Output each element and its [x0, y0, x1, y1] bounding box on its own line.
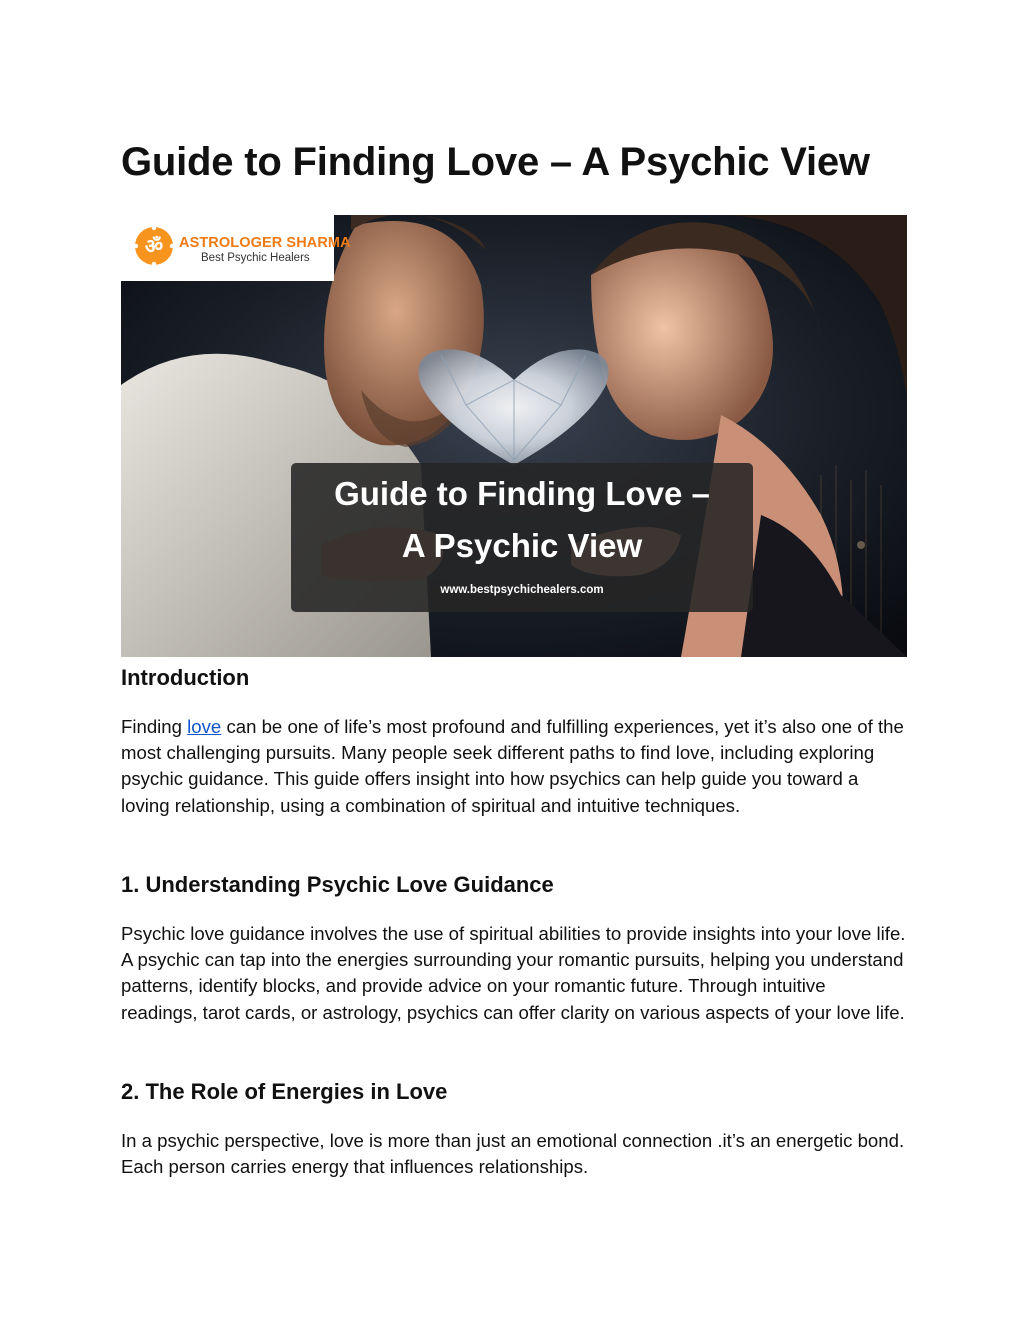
intro-text-before-link: Finding — [121, 716, 188, 737]
brand-logo — [121, 215, 351, 281]
banner-title-line1: Guide to Finding Love – — [334, 475, 710, 512]
page-title: Guide to Finding Love – A Psychic View — [121, 140, 870, 184]
banner-title-line2: A Psychic View — [401, 527, 643, 564]
svg-text:ॐ: ॐ — [144, 234, 164, 258]
logo-name: ASTROLOGER SHARMA — [179, 235, 351, 251]
section1-heading: 1. Understanding Psychic Love Guidance — [121, 872, 554, 897]
intro-text-after-link: can be one of life’s most profound and fulfilling experiences, yet it’s also one of the most challenging pursuits. Many people seek different paths to find love, including exploring psychic guidance. This guide offers insight into how psychics can help guide you toward a loving relationship, using a combination of spiritual and intuitive techniques. — [121, 716, 904, 816]
section2-heading: 2. The Role of Energies in Love — [121, 1079, 448, 1104]
section2-paragraph: In a psychic perspective, love is more than just an emotional connection .it’s an energetic bond. Each person carries energy that influences relationships. — [121, 1130, 905, 1178]
love-link[interactable]: love — [187, 716, 222, 737]
intro-paragraph — [121, 714, 907, 819]
logo-tagline: Best Psychic Healers — [201, 252, 310, 264]
hero-banner — [291, 463, 753, 612]
om-symbol-icon — [133, 225, 175, 267]
intro-heading: Introduction — [121, 665, 250, 690]
banner-url: www.bestpsychichealers.com — [440, 584, 604, 596]
section1-paragraph: Psychic love guidance involves the use of spiritual abilities to provide insights into your love life. A psychic can tap into the energies surrounding your romantic pursuits, helping you understand patterns, identify blocks, and provide advice on your romantic future. Through intuitive readings, tarot cards, or astrology, psychics can offer clarity on various aspects of your love life. — [121, 923, 906, 1023]
hero-image — [121, 215, 907, 657]
